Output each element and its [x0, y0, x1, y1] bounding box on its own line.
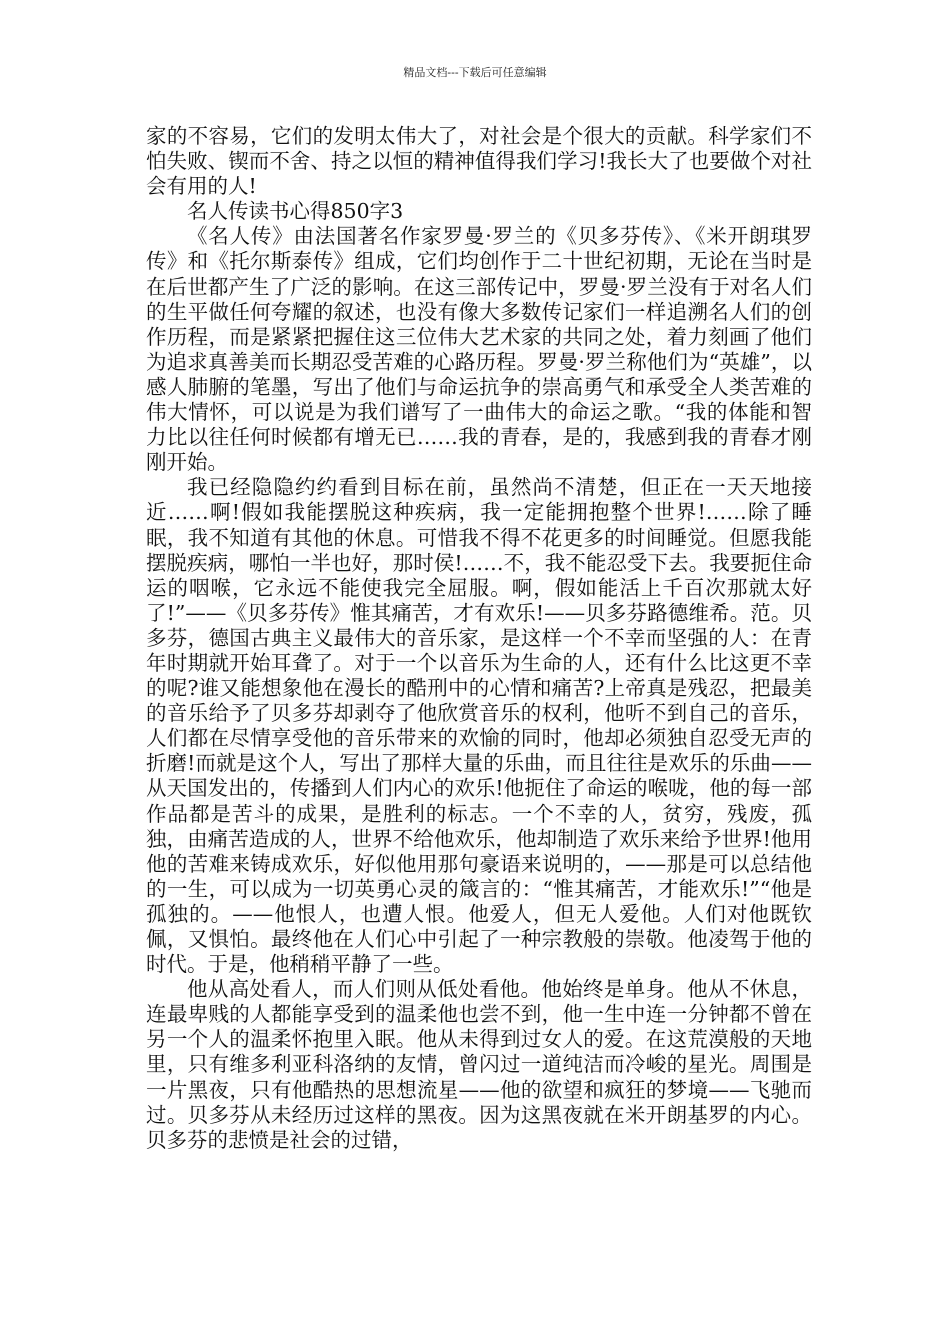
section-heading: 名人传读书心得850字3 [187, 199, 404, 224]
paragraph-michelangelo: 他从高处看人，而人们则从低处看他。他始终是单身。他从不休息，连最卑贱的人都能享受到的温柔他也尝不到，他一生中连一分钟都不曾在另一个人的温柔怀抱里入眠。他从未得到过女人的爱。在这荒漠般的天地里，只有维多利亚科洛纳的友情，曾闪过一道纯洁而冷峻的星光。周围是一片黑夜，只有他酷热的思想流星——他的欲望和疯狂的梦境——飞驰而过。贝多芬从未经历过这样的黑夜。因为这黑夜就在米开朗基罗的内心。贝多芬的悲愤是社会的过错， [146, 977, 812, 1152]
paragraph-continuation: 家的不容易，它们的发明太伟大了，对社会是个很大的贡献。科学家们不怕失败、锲而不舍、持之以恒的精神值得我们学习!我长大了也要做个对社会有用的人! [146, 124, 812, 199]
page-header: 精品文档---下载后可任意编辑 [403, 66, 547, 79]
paragraph-beethoven: 我已经隐隐约约看到目标在前，虽然尚不清楚，但正在一天天地接近……啊!假如我能摆脱这种疾病，我一定能拥抱整个世界!……除了睡眠，我不知道有其他的休息。可惜我不得不花更多的时间睡觉。但愿我能摆脱疾病，哪怕一半也好，那时侯!……不，我不能忍受下去。我要扼住命运的咽喉，它永远不能使我完全屈服。啊，假如能活上千百次那就太好了!”——《贝多芬传》惟其痛苦，才有欢乐!——贝多芬路德维希。范。贝多芬，德国古典主义最伟大的音乐家，是这样一个不幸而坚强的人：在青年时期就开始耳聋了。对于一个以音乐为生命的人，还有什么比这更不幸的呢?谁又能想象他在漫长的酷刑中的心情和痛苦?上帝真是残忍，把最美的音乐给予了贝多芬却剥夺了他欣赏音乐的权利，他听不到自己的音乐，人们都在尽情享受他的音乐带来的欢愉的同时，他却必须独自忍受无声的折磨!而就是这个人，写出了那样大量的乐曲，而且往往是欢乐的乐曲——从天国发出的，传播到人们内心的欢乐!他扼住了命运的喉咙，他的每一部作品都是苦斗的成果，是胜利的标志。一个不幸的人，贫穷，残废，孤独，由痛苦造成的人，世界不给他欢乐，他却制造了欢乐来给予世界!他用他的苦难来铸成欢乐，好似他用那句豪语来说明的，——那是可以总结他的一生，可以成为一切英勇心灵的箴言的：“惟其痛苦，才能欢乐!”“他是孤独的。——他恨人，也遭人恨。他爱人，但无人爱他。人们对他既钦佩，又惧怕。最终他在人们心中引起了一种宗教般的崇敬。他凌驾于他的时代。于是，他稍稍平静了一些。 [146, 475, 812, 977]
document-body [146, 124, 812, 1153]
paragraph-intro: 《名人传》由法国著名作家罗曼·罗兰的《贝多芬传》、《米开朗琪罗传》和《托尔斯泰传》组成，它们均创作于二十世纪初期，无论在当时是在后世都产生了广泛的影响。在这三部传记中，罗曼·罗兰没有于对名人们的生平做任何夸耀的叙述，也没有像大多数传记家们一样追溯名人们的创作历程，而是紧紧把握住这三位伟大艺术家的共同之处，着力刻画了他们为追求真善美而长期忍受苦难的心路历程。罗曼·罗兰称他们为“英雄”，以感人肺腑的笔墨，写出了他们与命运抗争的崇高勇气和承受全人类苦难的伟大情怀，可以说是为我们谱写了一曲伟大的命运之歌。“我的体能和智力比以往任何时候都有增无已……我的青春，是的，我感到我的青春才刚刚开始。 [146, 224, 812, 475]
